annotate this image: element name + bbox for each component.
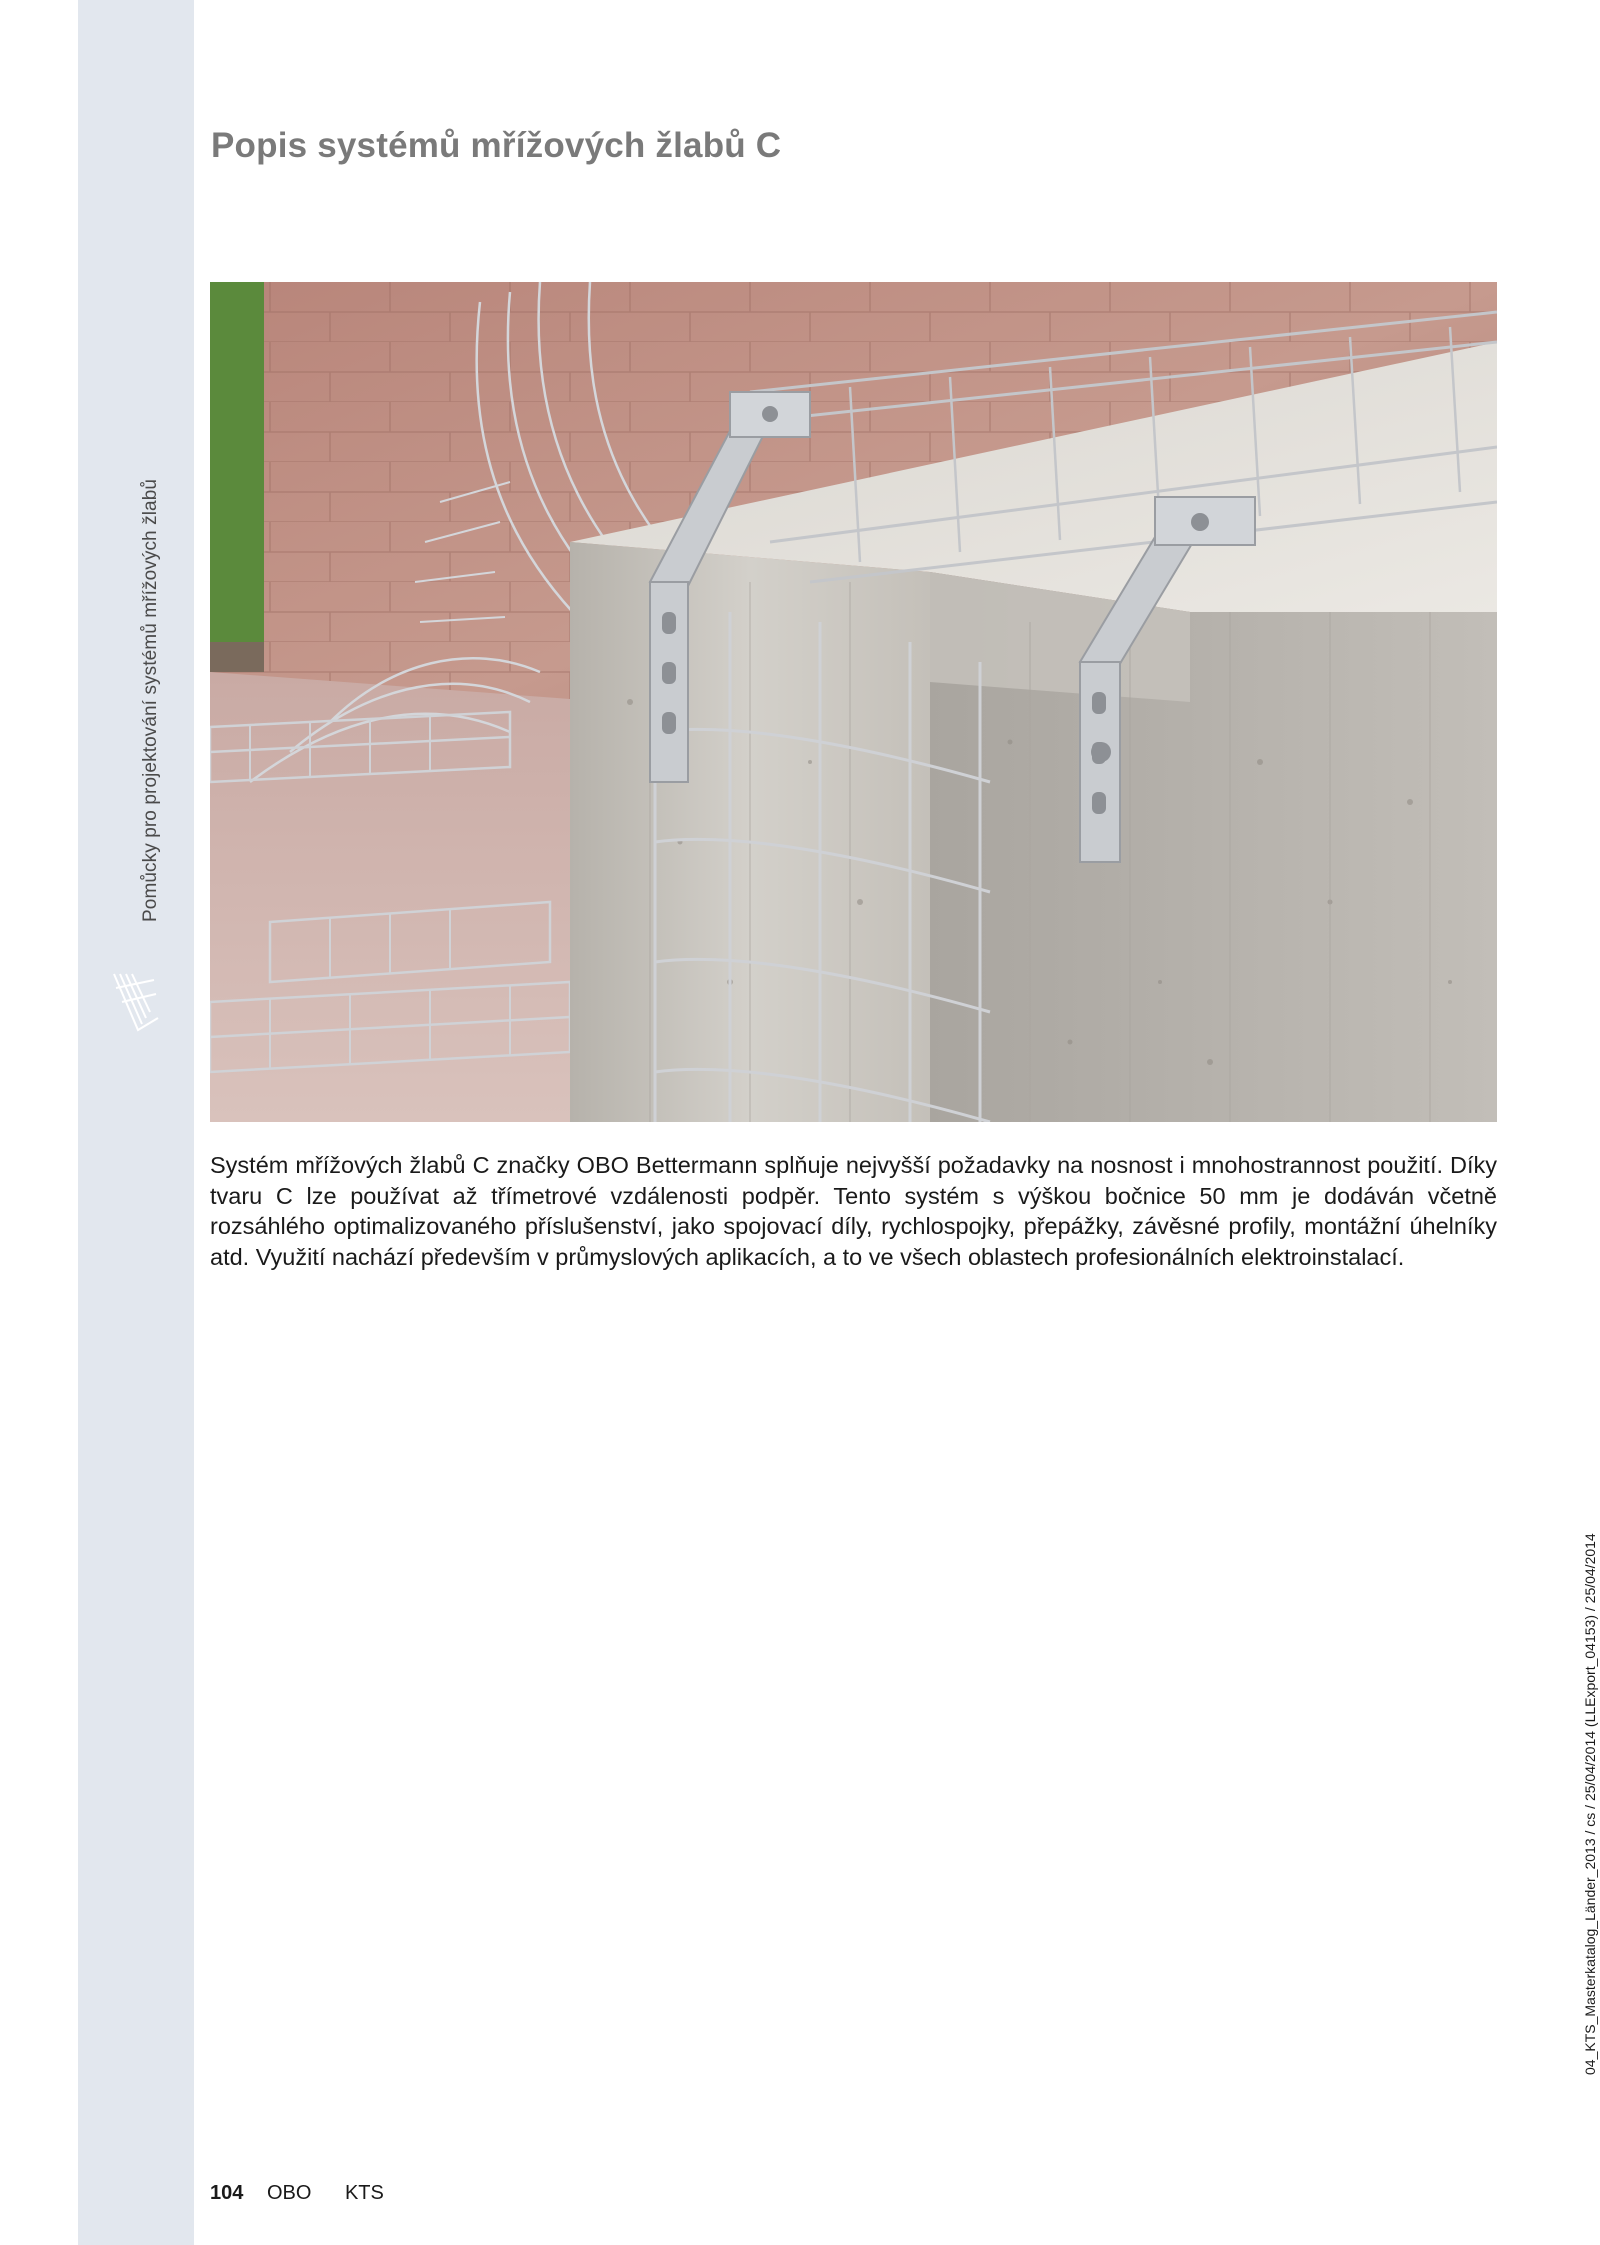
description-paragraph: Systém mřížových žlabů C značky OBO Bettermann splňuje nejvyšší požadavky na nosnost i mnohostrannost použití. Díky tvaru C lze používat až třímetrové vzdálenosti podpěr. Tento systém s výškou bočnice 50 mm je dodáván včetně rozsáhlého optimalizovaného příslušenství, jako spojovací díly, rychlospojky, přepážky, závěsné profily, montážní úhelníky atd. Využití nachází především v průmyslových aplikacích, a to ve všech oblastech profesionálních elektroinstalací.	[210, 1152, 1497, 1270]
sidebar-strip	[78, 0, 194, 2245]
page-footer	[210, 2182, 384, 2205]
sidebar-label: Pomůcky pro projektování systémů mřížových žlabů	[140, 478, 161, 922]
page-title: Popis systémů mřížových žlabů C	[211, 126, 782, 165]
section-code: KTS	[344, 2182, 384, 2204]
brand-name: OBO	[266, 2182, 312, 2204]
file-reference: 04_KTS_Masterkatalog_Länder_2013 / cs / 25/04/2014 (LLExport_04153) / 25/04/2014	[1582, 1533, 1598, 2075]
wire-tray-logo-icon	[108, 968, 164, 1040]
wire-mesh-cable-tray-photo	[210, 282, 1497, 1122]
page-number: 104	[210, 2182, 244, 2204]
